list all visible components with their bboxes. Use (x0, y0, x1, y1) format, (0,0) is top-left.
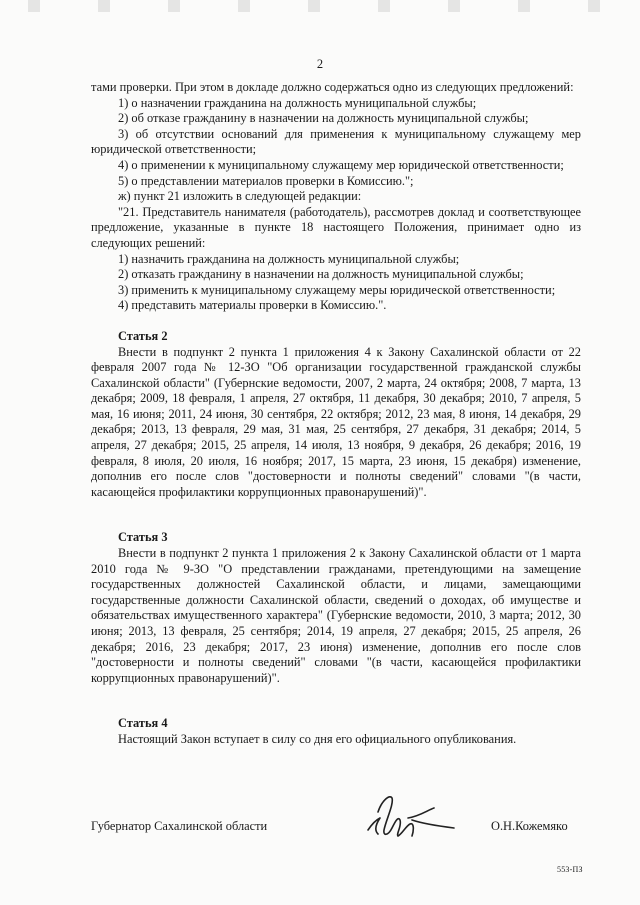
list-item: 4) о применении к муниципальному служащему мер юридической ответственности; (118, 157, 564, 172)
document-code: 553-ПЗ (557, 865, 583, 874)
scan-artifact (0, 0, 640, 12)
signatory-name: О.Н.Кожемяко (491, 819, 568, 833)
article-3-text: Внести в подпункт 2 пункта 1 приложения 2 к Закону Сахалинской области от 1 марта 2010 года № 9-ЗО "О представлении гражданами, претендующими на замещение государственных должностей Сахалинской области, и лицами, замещающими государственные должности Сахалинской области, сведений о доходах, об имуществе и обязательствах имущественного характера" (Губернские ведомости, 2010, 3 марта; 2012, 30 июня; 2013, 13 февраля, 25 сентября; 2014, 19 апреля, 27 декабря; 2015, 25 апреля, 26 декабря; 2016, 23 декабря; 2017, 23 июня) изменение, дополнив его после слов "достоверности и полноты сведений" словами "(в части, касающейся профилактики коррупционных правонарушений)". (91, 546, 581, 685)
paragraph: "21. Представитель нанимателя (работодатель), рассмотрев доклад и соответствующее предложение, указанные в пункте 18 настоящего Положения, принимает одно из следующих решений: (91, 204, 581, 250)
article-3-title: Статья 3 (118, 530, 168, 545)
page-number: 2 (316, 57, 324, 71)
document-body (91, 80, 581, 748)
list-item: 1) о назначении гражданина на должность муниципальной службы; (118, 95, 477, 110)
list-item: 3) применить к муниципальному служащему меры юридической ответственности; (118, 282, 556, 297)
paragraph: ж) пункт 21 изложить в следующей редакции: (118, 189, 362, 204)
list-item: 2) об отказе гражданину в назначении на должность муниципальной службы; (118, 111, 529, 126)
list-item: 3) об отсутствии оснований для применения к муниципальному служащему мер юридической ответственности; (91, 126, 581, 157)
article-4-title: Статья 4 (118, 716, 168, 731)
handwritten-signature (362, 790, 458, 846)
list-item: 5) о представлении материалов проверки в Комиссию."; (118, 173, 414, 188)
signatory-position: Губернатор Сахалинской области (91, 819, 268, 833)
list-item: 2) отказать гражданину в назначении на должность муниципальной службы; (118, 267, 524, 282)
article-4-text: Настоящий Закон вступает в силу со дня его официального опубликования. (118, 731, 517, 746)
list-item: 1) назначить гражданина на должность муниципальной службы; (118, 251, 460, 266)
article-2-text: Внести в подпункт 2 пункта 1 приложения 4 к Закону Сахалинской области от 22 февраля 2007 года № 12-ЗО "Об организации государственной гражданской службы Сахалинской области" (Губернские ведомости, 2007, 2 марта, 24 октября; 2008, 7 марта, 13 декабря; 2009, 18 февраля, 1 апреля, 27 октября, 11 декабря, 30 декабря; 2010, 7 апреля, 5 мая, 16 июня; 2011, 24 июня, 30 сентября, 22 октября; 2012, 23 мая, 8 июня, 14 декабря, 29 декабря; 2013, 13 февраля, 29 мая, 31 мая, 25 сентября, 27 декабря, 31 декабря; 2014, 5 апреля, 27 декабря; 2015, 25 апреля, 14 июля, 13 ноября, 9 декабря, 26 декабря; 2016, 19 февраля, 8 июля, 20 июля, 16 ноября; 2017, 15 марта, 23 июня, 15 декабря) изменение, дополнив его после слов "достоверности и полноты сведений" словами "(в части, касающейся профилактики коррупционных правонарушений)". (91, 344, 581, 499)
list-item: 4) представить материалы проверки в Комиссию.". (118, 298, 387, 313)
article-2-title: Статья 2 (118, 328, 168, 343)
paragraph: тами проверки. При этом в докладе должно содержаться одно из следующих предложений: (91, 80, 574, 94)
